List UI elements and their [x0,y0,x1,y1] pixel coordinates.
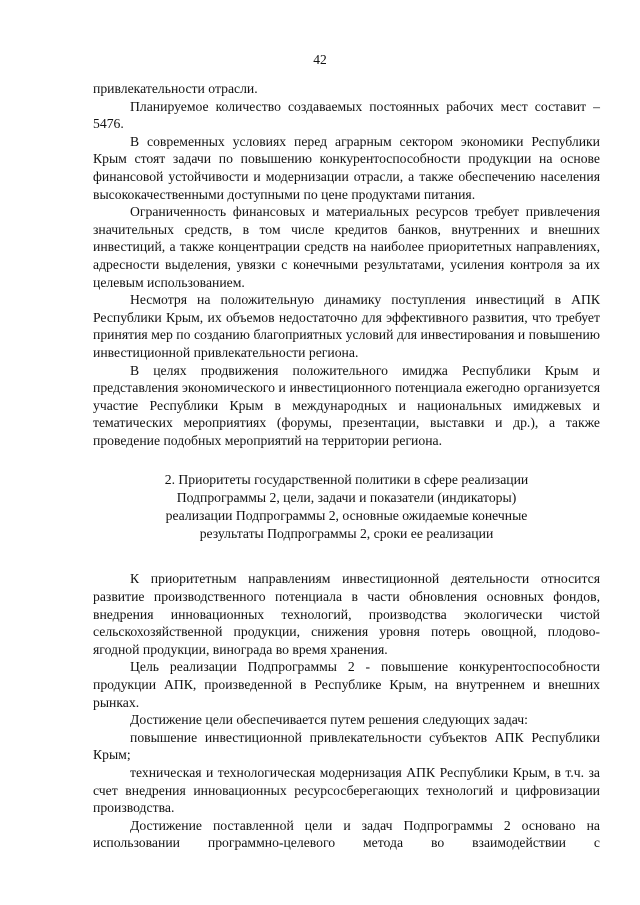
paragraph-image-promotion: В целях продвижения положительного имиджа Республики Крым и представления экономического и инвестиционного потенциала ежегодно организуется участие Республики Крым в международных и национальных имиджевых и тематических мероприятиях (форумы, презентации, выставки и др.), а также проведение подобных мероприятий на территории региона. [93,362,600,448]
paragraph-jobs: Планируемое количество создаваемых постоянных рабочих мест составит – 5476. [93,98,600,132]
heading-line: Подпрограммы 2, цели, задачи и показатели (индикаторы) [176,490,517,506]
paragraph-goal: Цель реализации Подпрограммы 2 - повышение конкурентоспособности продукции АПК, произведенной в Республике Крым, на внутреннем и внешних рынках. [93,659,600,710]
paragraph-priority-directions: К приоритетным направлениям инвестиционной деятельности относится развитие производственного потенциала в части обновления основных фондов, внедрения инновационных технологий, производства экологически чистой сельскохозяйственной продукции, снижения уровня потерь овощной, плодово-ягодной продукции, винограда во время хранения. [93,571,600,657]
page-number: 42 [313,52,327,67]
paragraph-method: Достижение поставленной цели и задач Подпрограммы 2 основано на использовании программно-целевого метода во взаимодействии с [93,817,600,851]
heading-line: 2. Приоритеты государственной политики в сфере реализации [164,472,529,488]
paragraph-continuation: привлекательности отрасли. [93,81,258,96]
document-body [93,80,600,852]
paragraph-task-2: техническая и технологическая модернизация АПК Республики Крым, в т.ч. за счет внедрения инновационных ресурсосберегающих технологий и цифровизации производства. [93,765,600,816]
paragraph-task-1: повышение инвестиционной привлекательности субъектов АПК Республики Крым; [93,729,600,763]
paragraph-tasks-intro: Достижение цели обеспечивается путем решения следующих задач: [130,712,528,728]
heading-line: реализации Подпрограммы 2, основные ожидаемые конечные [165,508,528,524]
paragraph-resource-limits: Ограниченность финансовых и материальных ресурсов требует привлечения значительных средств, в том числе кредитов банков, внутренних и внешних инвестиций, а также концентрации средств на наиболее приоритетных направлениях, адресности выделения, увязки с конечными результатами, усиления контроля за их целевым использованием. [93,204,600,290]
heading-line: результаты Подпрограммы 2, сроки ее реализации [199,526,494,542]
paragraph-agrarian-tasks: В современных условиях перед аграрным сектором экономики Республики Крым стоят задачи по повышению конкурентоспособности продукции на основе финансовой устойчивости и модернизации отрасли, а также обеспечению населения высококачественными доступными по цене продуктами питания. [93,133,600,202]
paragraph-investment-dynamics: Несмотря на положительную динамику поступления инвестиций в АПК Республики Крым, их объемов недостаточно для эффективного развития, что требует принятия мер по созданию благоприятных условий для инвестирования и повышению инвестиционной привлекательности региона. [93,292,600,360]
section-heading [93,471,600,543]
